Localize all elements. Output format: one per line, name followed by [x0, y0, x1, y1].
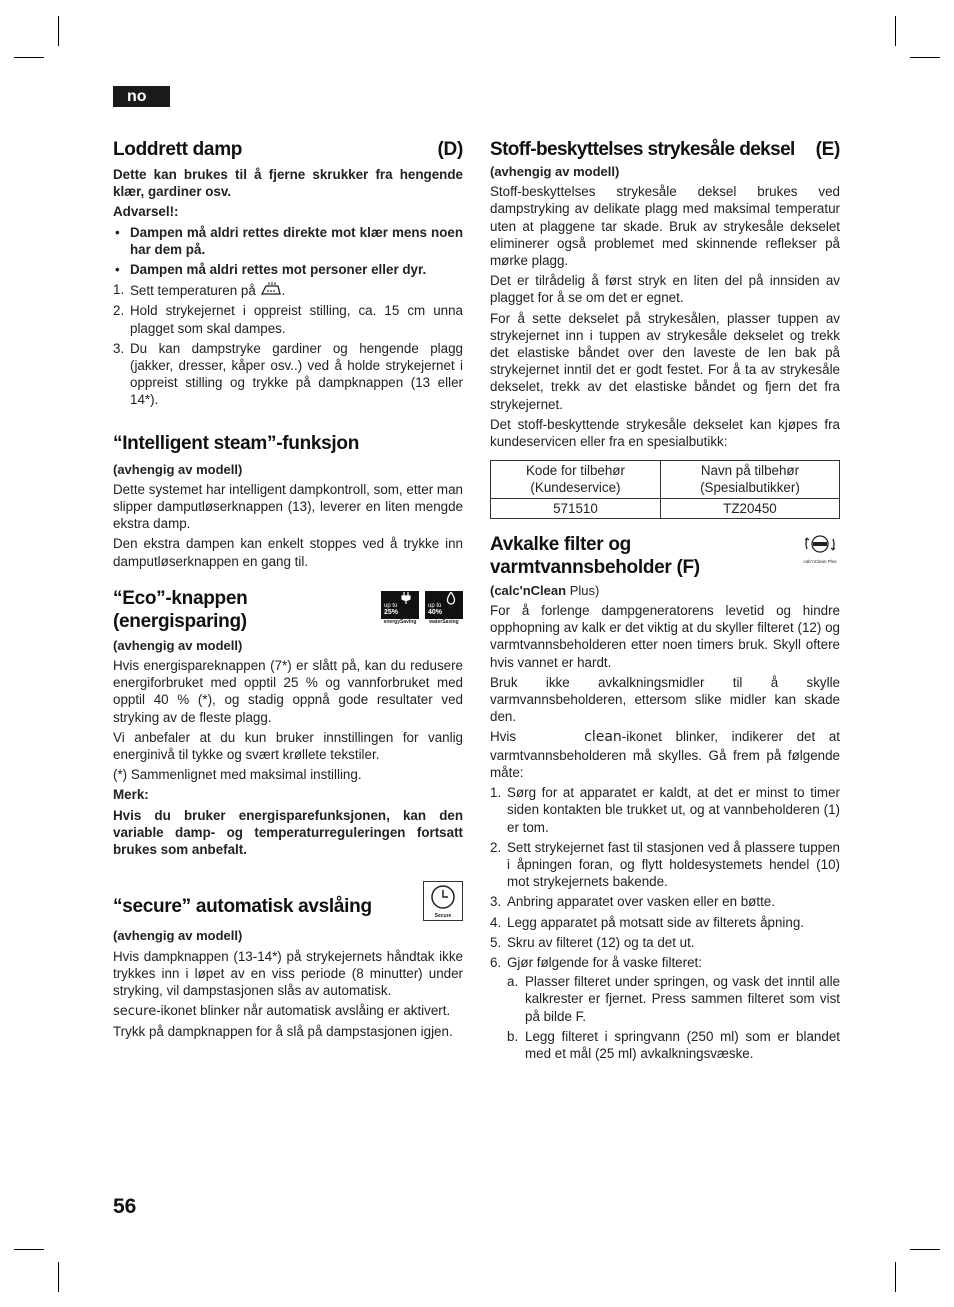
crop-mark — [58, 16, 59, 46]
step-item: 1. Sørg for at apparatet er kaldt, at det er minst to timer siden kontakten ble trukket ut, og at vannbeholderen (1) er tom. — [490, 785, 840, 835]
table-header-row — [491, 461, 840, 498]
paragraph: Hvis energispareknappen (7*) er slått på, kan du redusere energiforbruket med opptil 25 % og vannforbruket med opptil 40 % (*), og stadig oppnå gode resultater ved stryking av de fleste plagg. — [113, 658, 463, 725]
table-cell: 571510 — [491, 498, 661, 518]
step-item: 3. Anbring apparatet over vasken eller en bøtte. — [490, 894, 775, 910]
paragraph: Trykk på dampknappen for å slå på dampstasjonen igjen. — [113, 1024, 453, 1040]
section-descale-filter — [490, 533, 840, 1062]
paragraph: Hvis clean-ikonet blinker, indikerer det at varmtvannsbeholderen må skylles. Gå frem på følgende måte: — [490, 729, 840, 780]
water-saving-icon: up to 40% waterSaving — [425, 591, 463, 626]
paragraph: Den ekstra dampen kan enkelt stoppes ved å trykke inn damputløserknappen en gang til. — [113, 536, 463, 569]
right-column — [490, 138, 840, 1065]
secure-word-icon: secure — [113, 1004, 157, 1020]
crop-mark — [14, 57, 44, 58]
crop-mark — [895, 1262, 896, 1292]
calc-clean-icon: calc'nClean Plus — [800, 533, 840, 564]
page-number: 56 — [113, 1195, 137, 1218]
paragraph: Bruk ikke avkalkningsmidler til å skylle varmvannsbeholderen, ettersom slike midler kan skade den. — [490, 674, 840, 725]
section-title: Stoff-beskyttelses strykesåle deksel — [490, 139, 795, 160]
crop-mark — [895, 16, 896, 46]
left-column — [113, 138, 463, 1044]
warning-list — [113, 224, 463, 279]
section-title: “Intelligent steam”-funksjon — [113, 432, 360, 454]
crop-mark — [58, 1262, 59, 1292]
steam-temperature-icon — [260, 281, 282, 297]
accessory-table — [490, 460, 840, 519]
paragraph: Det stoff-beskyttende strykesåle dekselet kan kjøpes fra kundeservicen eller fra en spesialbutikk: — [490, 416, 840, 450]
paragraph: (*) Sammenlignet med maksimal instilling. — [113, 767, 362, 783]
model-note: (calc'nClean Plus) — [490, 582, 600, 598]
section-title-line: “Eco”-knappen — [113, 587, 248, 609]
step-item: 6. Gjør følgende for å vaske filteret: a. Plasser filteret under springen, og vask det inntil alle kalkrester er fjernet. Press sammen filteret som vist på bilde F. b. Legg filteret i springvann (250 ml) som er blandet med et mål (25 ml) avkalkningsvæske. — [490, 954, 840, 1061]
substeps-list — [507, 973, 840, 1062]
step-item: 1. Sett temperaturen på . — [113, 282, 286, 299]
secure-clock-icon: Secure — [423, 881, 463, 921]
paragraph: Dette systemet har intelligent dampkontroll, som, etter man slipper damputløserknappen (13), leverer en liten mengde ekstra damp. — [113, 481, 463, 532]
warning-item: • Dampen må aldri rettes mot personer eller dyr. — [113, 261, 463, 278]
step-item: 2. Hold strykejernet i oppreist stilling, ca. 15 cm unna plagget som skal dampes. — [113, 303, 463, 336]
crop-mark — [910, 57, 940, 58]
model-note: (avhengig av modell) — [490, 164, 620, 179]
section-letter: (E) — [815, 139, 840, 160]
step-item: 5. Skru av filteret (12) og ta det ut. — [490, 934, 695, 950]
table-header-cell: Kode for tilbehør (Kundeservice) — [491, 461, 661, 498]
section-soleplate-cover — [490, 138, 840, 519]
section-title-line: (energisparing) — [113, 610, 247, 632]
intro-text: Dette kan brukes til å fjerne skrukker fra hengende klær, gardiner osv. — [113, 167, 463, 200]
step-item: 4. Legg apparatet på motsatt side av filterets åpning. — [490, 914, 805, 930]
section-title: “secure” automatisk avslåing — [113, 895, 372, 917]
paragraph: For å forlenge dampgeneratorens levetid og hindre opphopning av kalk er det viktig at du skyller filteret (12) og varmtvannsbeholderen etter noen timers bruk. Skyll oftere hvis vannet er hardt. — [490, 603, 840, 670]
section-secure — [113, 881, 463, 1040]
step-item: 2. Sett strykejernet fast til stasjonen ved å plassere tuppen i åpningen foran, og flytt holdesystemets hendel (10) mot strykejernets bakende. — [490, 839, 840, 890]
table-header-cell: Navn på tilbehør (Spesialbutikker) — [660, 461, 839, 498]
substep-item: a. Plasser filteret under springen, og vask det inntil alle kalkrester er fjernet. Press sammen filteret som vist på bilde F. — [507, 974, 840, 1024]
table-row — [491, 498, 840, 518]
model-note: (avhengig av modell) — [113, 928, 243, 944]
paragraph: Stoff-beskyttelses strykesåle deksel brukes ved dampstryking av delikate plagg med maksimal temperatur uten at plaggene tar skade. Bruk av strykesåle dekselet eliminerer også problemet med skinnende reflekser på mørke plagg. — [490, 184, 840, 269]
section-eco-button — [113, 587, 463, 858]
paragraph: For å sette dekselet på strykesålen, plasser tuppen av strykejernet inn i tuppen av strykesåle dekselet og trekk det elastiske båndet over den laveste de len bak på strykejernet inntil det er godt festet. For å ta av strykesåle dekselet, trekk av det elastiske båndet og fjern det fra strykejernet. — [490, 310, 840, 412]
section-title-line: varmtvannsbeholder (F) — [490, 556, 700, 578]
model-note: (avhengig av modell) — [113, 461, 243, 477]
section-title: Loddrett damp — [113, 139, 243, 160]
note-text: Hvis du bruker energisparefunksjonen, kan den variable damp- og temperaturreguleringen fortsatt brukes som anbefalt. — [113, 807, 463, 858]
steps-list — [490, 784, 840, 1062]
eco-icons — [381, 591, 463, 626]
crop-mark — [910, 1249, 940, 1250]
model-note: (avhengig av modell) — [113, 637, 243, 653]
language-tab: no — [113, 86, 170, 107]
paragraph: Vi anbefaler at du kun bruker innstillingen for vanlig energinivå til tykke og svært krøllete tekstiler. — [113, 729, 463, 763]
energy-saving-icon: up to 25% energySaving — [381, 591, 419, 626]
steps-list — [113, 281, 463, 408]
section-letter: (D) — [437, 139, 463, 160]
paragraph: Hvis dampknappen (13-14*) på strykejernets håndtak ikke trykkes inn i løpet av en viss periode (8 minutter) under stryking, vil dampstasjonen slås av automatisk. — [113, 948, 463, 998]
step-item: 3. Du kan dampstryke gardiner og hengende plagg (jakker, dresser, kåper osv..) ved å holde strykejernet i oppreist stilling og trykke på dampknappen (13 eller 14*). — [113, 340, 463, 408]
crop-mark — [14, 1249, 44, 1250]
section-vertical-steam — [113, 138, 463, 409]
clean-word-icon: clean — [584, 729, 622, 746]
section-intelligent-steam — [113, 432, 463, 570]
table-cell: TZ20450 — [660, 498, 839, 518]
paragraph: Det er tilrådelig å først stryk en liten del på innsiden av plagget for å se om det er egnet. — [490, 273, 840, 306]
warning-label: Advarsel!: — [113, 204, 179, 220]
warning-item: • Dampen må aldri rettes direkte mot klær mens noen har dem på. — [113, 224, 463, 258]
section-title-line: Avkalke filter og — [490, 533, 631, 555]
paragraph: secure-ikonet blinker når automatisk avslåing er aktivert. — [113, 1003, 451, 1020]
note-label: Merk: — [113, 787, 149, 803]
substep-item: b. Legg filteret i springvann (250 ml) som er blandet med et mål (25 ml) avkalkningsvæske. — [507, 1028, 840, 1061]
